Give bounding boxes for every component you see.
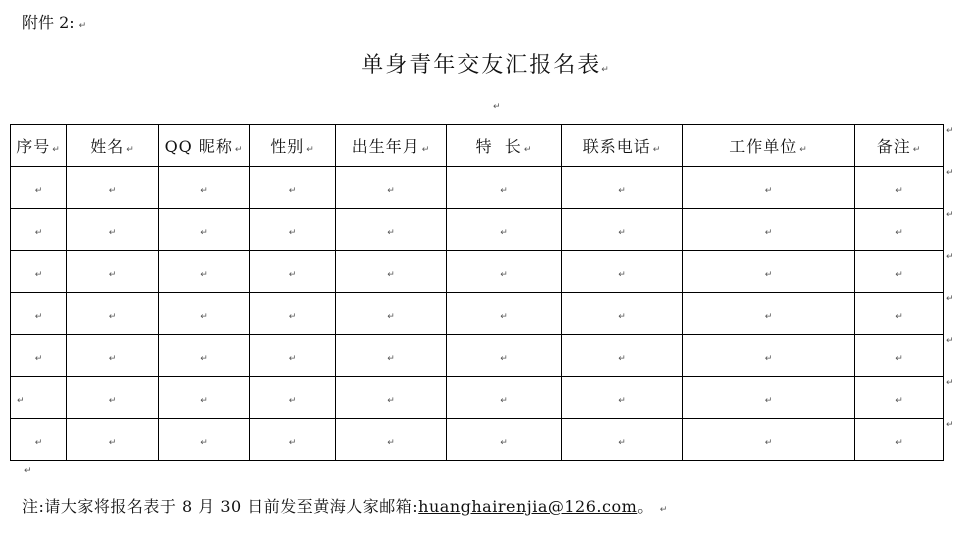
- cell-mark: ↵: [288, 186, 297, 196]
- table-cell[interactable]: [159, 335, 250, 377]
- table-row: [11, 335, 944, 377]
- cell-mark: ↵: [895, 228, 903, 238]
- table-cell[interactable]: [11, 167, 67, 209]
- cell-mark: ↵: [523, 145, 533, 155]
- cell-mark: ↵: [387, 312, 395, 322]
- table-cell[interactable]: [855, 335, 944, 377]
- table-row: [11, 419, 944, 461]
- paragraph-mark: ↵: [493, 102, 501, 112]
- table-cell[interactable]: [447, 335, 562, 377]
- table-cell[interactable]: [683, 419, 855, 461]
- table-cell[interactable]: [11, 335, 67, 377]
- header-cell: [562, 125, 683, 167]
- cell-mark: ↵: [200, 228, 208, 238]
- table-cell[interactable]: [855, 377, 944, 419]
- cell-mark: ↵: [200, 354, 208, 364]
- cell-mark: ↵: [108, 396, 117, 406]
- table-row: [11, 377, 944, 419]
- row-end-mark: ↵: [946, 336, 954, 346]
- header-label: 备注: [876, 137, 911, 156]
- table-cell[interactable]: [336, 377, 447, 419]
- table-cell[interactable]: [159, 251, 250, 293]
- table-cell[interactable]: [159, 209, 250, 251]
- page-title: [0, 48, 972, 79]
- table-cell[interactable]: [562, 419, 683, 461]
- table-cell[interactable]: [447, 377, 562, 419]
- table-cell[interactable]: [250, 419, 336, 461]
- cell-mark: ↵: [34, 438, 43, 448]
- cell-mark: ↵: [895, 186, 903, 196]
- table-cell[interactable]: [67, 251, 159, 293]
- table-cell[interactable]: [336, 293, 447, 335]
- cell-mark: ↵: [764, 186, 773, 196]
- cell-mark: ↵: [799, 145, 808, 155]
- paragraph-mark: ↵: [601, 65, 611, 75]
- cell-mark: ↵: [387, 228, 395, 238]
- cell-mark: ↵: [895, 438, 903, 448]
- title-text: 单身青年交友汇报名表: [361, 53, 602, 78]
- table-cell[interactable]: [67, 209, 159, 251]
- cell-mark: ↵: [618, 270, 626, 280]
- header-cell: [11, 125, 67, 167]
- paragraph-mark: ↵: [659, 505, 668, 515]
- cell-mark: ↵: [34, 228, 43, 238]
- cell-mark: ↵: [108, 270, 117, 280]
- cell-mark: ↵: [288, 270, 297, 280]
- header-label: 工作单位: [729, 137, 798, 156]
- cell-mark: ↵: [200, 396, 208, 406]
- cell-mark: ↵: [764, 396, 773, 406]
- table-cell[interactable]: [250, 167, 336, 209]
- table-cell[interactable]: [11, 293, 67, 335]
- row-end-mark: ↵: [946, 294, 954, 304]
- header-cell: [336, 125, 447, 167]
- row-end-mark: ↵: [946, 126, 954, 136]
- cell-mark: ↵: [108, 438, 117, 448]
- table-row: [11, 209, 944, 251]
- cell-mark: ↵: [387, 396, 395, 406]
- table-cell[interactable]: [159, 419, 250, 461]
- table-cell[interactable]: [250, 335, 336, 377]
- email-link[interactable]: huanghairenjia@126.com: [418, 497, 638, 516]
- table-cell[interactable]: [159, 377, 250, 419]
- table-cell[interactable]: [855, 293, 944, 335]
- table-cell[interactable]: [11, 419, 67, 461]
- header-label: 联系电话: [582, 137, 651, 156]
- cell-mark: ↵: [421, 145, 431, 155]
- table-cell[interactable]: [855, 209, 944, 251]
- table-cell[interactable]: [336, 251, 447, 293]
- table-cell[interactable]: [683, 251, 855, 293]
- table-cell[interactable]: [562, 167, 683, 209]
- cell-mark: ↵: [500, 396, 508, 406]
- cell-mark: ↵: [500, 270, 508, 280]
- cell-mark: ↵: [618, 396, 626, 406]
- cell-mark: ↵: [387, 354, 395, 364]
- cell-mark: ↵: [618, 354, 626, 364]
- table-cell[interactable]: [683, 335, 855, 377]
- cell-mark: ↵: [34, 186, 43, 196]
- header-cell: [67, 125, 159, 167]
- footnote-end: 。: [637, 497, 654, 516]
- table-cell[interactable]: [562, 293, 683, 335]
- cell-mark: ↵: [234, 145, 244, 155]
- header-label: 性别: [270, 137, 305, 156]
- header-label: 姓名: [90, 137, 125, 156]
- row-end-mark: ↵: [946, 420, 954, 430]
- table-cell[interactable]: [562, 251, 683, 293]
- table-row: [11, 167, 944, 209]
- table-cell[interactable]: [67, 335, 159, 377]
- cell-mark: ↵: [200, 438, 208, 448]
- row-end-mark: ↵: [946, 252, 954, 262]
- table-body: [11, 167, 944, 461]
- header-label: 出生年月: [351, 137, 420, 156]
- cell-mark: ↵: [17, 396, 25, 406]
- table-cell[interactable]: [67, 293, 159, 335]
- table-cell[interactable]: [250, 209, 336, 251]
- footnote-text: 注:请大家将报名表于 8 月 30 日前发至黄海人家邮箱:: [22, 497, 419, 516]
- cell-mark: ↵: [387, 270, 395, 280]
- table-cell[interactable]: [11, 377, 67, 419]
- table-header-row: [11, 125, 944, 167]
- cell-mark: ↵: [387, 438, 395, 448]
- header-label: QQ 昵称: [164, 137, 233, 156]
- table-cell[interactable]: [67, 377, 159, 419]
- header-label: 序号: [16, 137, 51, 156]
- cell-mark: ↵: [108, 228, 117, 238]
- table-cell[interactable]: [336, 335, 447, 377]
- table-row: [11, 293, 944, 335]
- table-cell[interactable]: [336, 419, 447, 461]
- table-cell[interactable]: [250, 251, 336, 293]
- cell-mark: ↵: [200, 186, 208, 196]
- table-cell[interactable]: [683, 209, 855, 251]
- cell-mark: ↵: [126, 145, 135, 155]
- cell-mark: ↵: [108, 354, 117, 364]
- table-cell[interactable]: [562, 335, 683, 377]
- cell-mark: ↵: [618, 438, 626, 448]
- cell-mark: ↵: [288, 354, 297, 364]
- table-cell[interactable]: [11, 209, 67, 251]
- table-cell[interactable]: [250, 293, 336, 335]
- cell-mark: ↵: [200, 312, 208, 322]
- table-cell[interactable]: [67, 167, 159, 209]
- cell-mark: ↵: [895, 396, 903, 406]
- table-cell[interactable]: [159, 293, 250, 335]
- cell-mark: ↵: [288, 438, 297, 448]
- cell-mark: ↵: [108, 312, 117, 322]
- table-cell[interactable]: [336, 167, 447, 209]
- cell-mark: ↵: [764, 438, 773, 448]
- table-cell[interactable]: [855, 251, 944, 293]
- cell-mark: ↵: [288, 396, 297, 406]
- registration-table: [10, 124, 944, 461]
- cell-mark: ↵: [618, 312, 626, 322]
- table-cell[interactable]: [447, 167, 562, 209]
- cell-mark: ↵: [895, 270, 903, 280]
- header-cell: [855, 125, 944, 167]
- row-end-mark: ↵: [946, 378, 954, 388]
- attachment-label: [22, 10, 86, 33]
- table-cell[interactable]: [562, 209, 683, 251]
- cell-mark: ↵: [108, 186, 117, 196]
- table-cell[interactable]: [159, 167, 250, 209]
- table-cell[interactable]: [683, 293, 855, 335]
- table-cell[interactable]: [447, 209, 562, 251]
- cell-mark: ↵: [34, 354, 43, 364]
- table-cell[interactable]: [447, 293, 562, 335]
- header-cell: [447, 125, 562, 167]
- cell-mark: ↵: [764, 312, 773, 322]
- row-end-mark: ↵: [946, 210, 954, 220]
- table-cell[interactable]: [336, 209, 447, 251]
- cell-mark: ↵: [500, 438, 508, 448]
- cell-mark: ↵: [34, 270, 43, 280]
- cell-mark: ↵: [500, 312, 508, 322]
- table-row: [11, 251, 944, 293]
- table-cell[interactable]: [855, 419, 944, 461]
- footnote: [22, 494, 668, 517]
- header-label: 特 长: [475, 137, 522, 156]
- cell-mark: ↵: [288, 312, 297, 322]
- attachment-text: 附件 2:: [22, 13, 75, 32]
- table-cell[interactable]: [683, 377, 855, 419]
- cell-mark: ↵: [895, 354, 903, 364]
- table-cell[interactable]: [67, 419, 159, 461]
- table-cell[interactable]: [562, 377, 683, 419]
- table-cell[interactable]: [855, 167, 944, 209]
- cell-mark: ↵: [500, 228, 508, 238]
- cell-mark: ↵: [387, 186, 395, 196]
- table-cell[interactable]: [447, 251, 562, 293]
- table-cell[interactable]: [250, 377, 336, 419]
- header-cell: [250, 125, 336, 167]
- cell-mark: ↵: [200, 270, 208, 280]
- cell-mark: ↵: [618, 228, 626, 238]
- cell-mark: ↵: [52, 145, 61, 155]
- cell-mark: ↵: [618, 186, 626, 196]
- row-end-mark: ↵: [946, 168, 954, 178]
- table-cell[interactable]: [447, 419, 562, 461]
- cell-mark: ↵: [288, 228, 297, 238]
- header-cell: [159, 125, 250, 167]
- table-cell[interactable]: [683, 167, 855, 209]
- cell-mark: ↵: [306, 145, 315, 155]
- cell-mark: ↵: [500, 354, 508, 364]
- table-cell[interactable]: [11, 251, 67, 293]
- cell-mark: ↵: [764, 270, 773, 280]
- paragraph-mark: ↵: [24, 466, 32, 476]
- header-cell: [683, 125, 855, 167]
- cell-mark: ↵: [652, 145, 662, 155]
- cell-mark: ↵: [764, 354, 773, 364]
- cell-mark: ↵: [34, 312, 43, 322]
- cell-mark: ↵: [500, 186, 508, 196]
- cell-mark: ↵: [895, 312, 903, 322]
- paragraph-mark: ↵: [78, 21, 87, 31]
- cell-mark: ↵: [912, 145, 922, 155]
- cell-mark: ↵: [764, 228, 773, 238]
